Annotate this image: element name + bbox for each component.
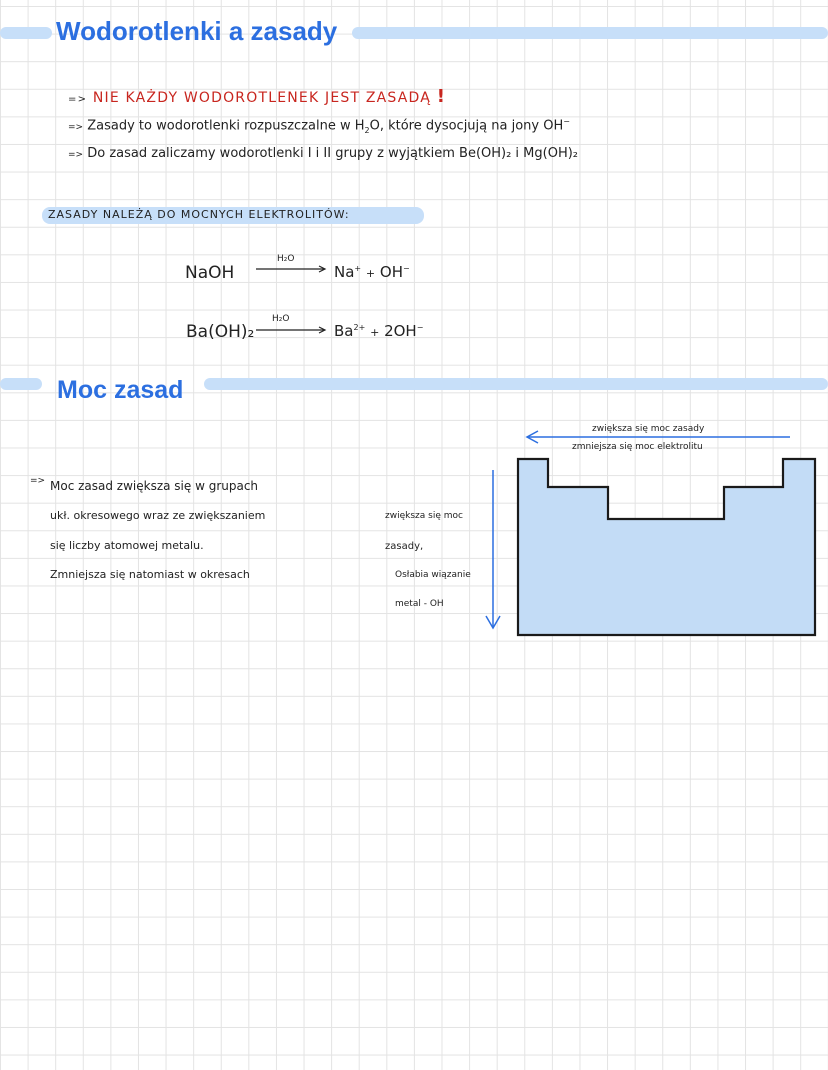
bullet-2-superscript: − bbox=[563, 117, 570, 126]
reaction-2-product-1: Ba bbox=[334, 322, 354, 340]
title-highlight-left-2 bbox=[0, 378, 42, 390]
section-title-base-strength: Moc zasad bbox=[57, 376, 184, 404]
reaction-1-arrow-icon bbox=[256, 264, 328, 274]
paragraph-line-2: ukł. okresowego wraz ze zwiększaniem bbox=[50, 509, 266, 522]
horizontal-note-line-2: zmniejsza się moc elektrolitu bbox=[572, 442, 703, 452]
reaction-1-product-1-charge: + bbox=[354, 264, 362, 273]
horizontal-note-line-1: zwiększa się moc zasady bbox=[592, 424, 705, 434]
exclamation-icon: ! bbox=[436, 86, 447, 107]
paragraph-line-3: się liczby atomowej metalu. bbox=[50, 539, 204, 552]
section-title-hydroxides: Wodorotlenki a zasady bbox=[56, 16, 338, 46]
plus-sign: + bbox=[370, 326, 380, 339]
bullet-3 bbox=[68, 146, 578, 161]
title-highlight-right bbox=[352, 27, 828, 39]
vertical-note-line-4: metal - OH bbox=[395, 599, 444, 609]
bullet-1 bbox=[68, 86, 446, 107]
plus-sign: + bbox=[365, 267, 376, 280]
paragraph-line-4: Zmniejsza się natomiast w okresach bbox=[50, 568, 250, 581]
reaction-2-product-2-charge: − bbox=[416, 323, 424, 332]
reaction-1-product-2: OH bbox=[379, 263, 403, 281]
arrow-marker: => bbox=[68, 122, 84, 133]
reaction-2-product-2: 2OH bbox=[384, 322, 417, 340]
paragraph-line-1: Moc zasad zwiększa się w grupach bbox=[50, 479, 259, 493]
reaction-1-condition: H₂O bbox=[277, 254, 295, 264]
reaction-2-arrow-icon bbox=[256, 325, 328, 335]
reaction-2-reactant: Ba(OH)₂ bbox=[186, 322, 255, 342]
reaction-1-product-1: Na bbox=[334, 263, 355, 281]
periodic-table-outline bbox=[516, 456, 820, 640]
down-arrow-icon bbox=[483, 468, 503, 634]
reaction-1-product-2-charge: − bbox=[403, 264, 410, 273]
reaction-2-products bbox=[334, 322, 423, 340]
bullet-2-text-post: O, które dysocjują na jony OH bbox=[369, 118, 564, 134]
arrow-marker: => bbox=[68, 94, 88, 105]
vertical-note-line-3: Osłabia wiązanie bbox=[395, 570, 471, 580]
bullet-2-subscript: 2 bbox=[364, 125, 370, 135]
title-highlight-left bbox=[0, 27, 52, 39]
paragraph-arrow-marker: => bbox=[30, 476, 46, 486]
arrow-marker: => bbox=[68, 150, 84, 160]
reaction-2-product-1-charge: 2+ bbox=[353, 323, 366, 332]
bullet-1-text: NIE KAŻDY WODOROTLENEK JEST ZASADĄ bbox=[92, 90, 432, 106]
reaction-1-reactant: NaOH bbox=[185, 263, 235, 283]
vertical-note-line-1: zwiększa się moc bbox=[385, 511, 463, 521]
title-highlight-right-2 bbox=[204, 378, 828, 390]
bullet-2-text-pre: Zasady to wodorotlenki rozpuszczalne w H bbox=[87, 118, 365, 134]
reaction-2-condition: H₂O bbox=[272, 314, 290, 324]
vertical-note-line-2: zasady, bbox=[385, 541, 424, 552]
electrolytes-label: ZASADY NALEŻĄ DO MOCNYCH ELEKTROLITÓW: bbox=[48, 208, 350, 221]
bullet-3-text: Do zasad zaliczamy wodorotlenki I i II grupy z wyjątkiem Be(OH)₂ i Mg(OH)₂ bbox=[87, 146, 579, 161]
bullet-2 bbox=[68, 117, 570, 135]
reaction-1-products bbox=[334, 263, 410, 281]
